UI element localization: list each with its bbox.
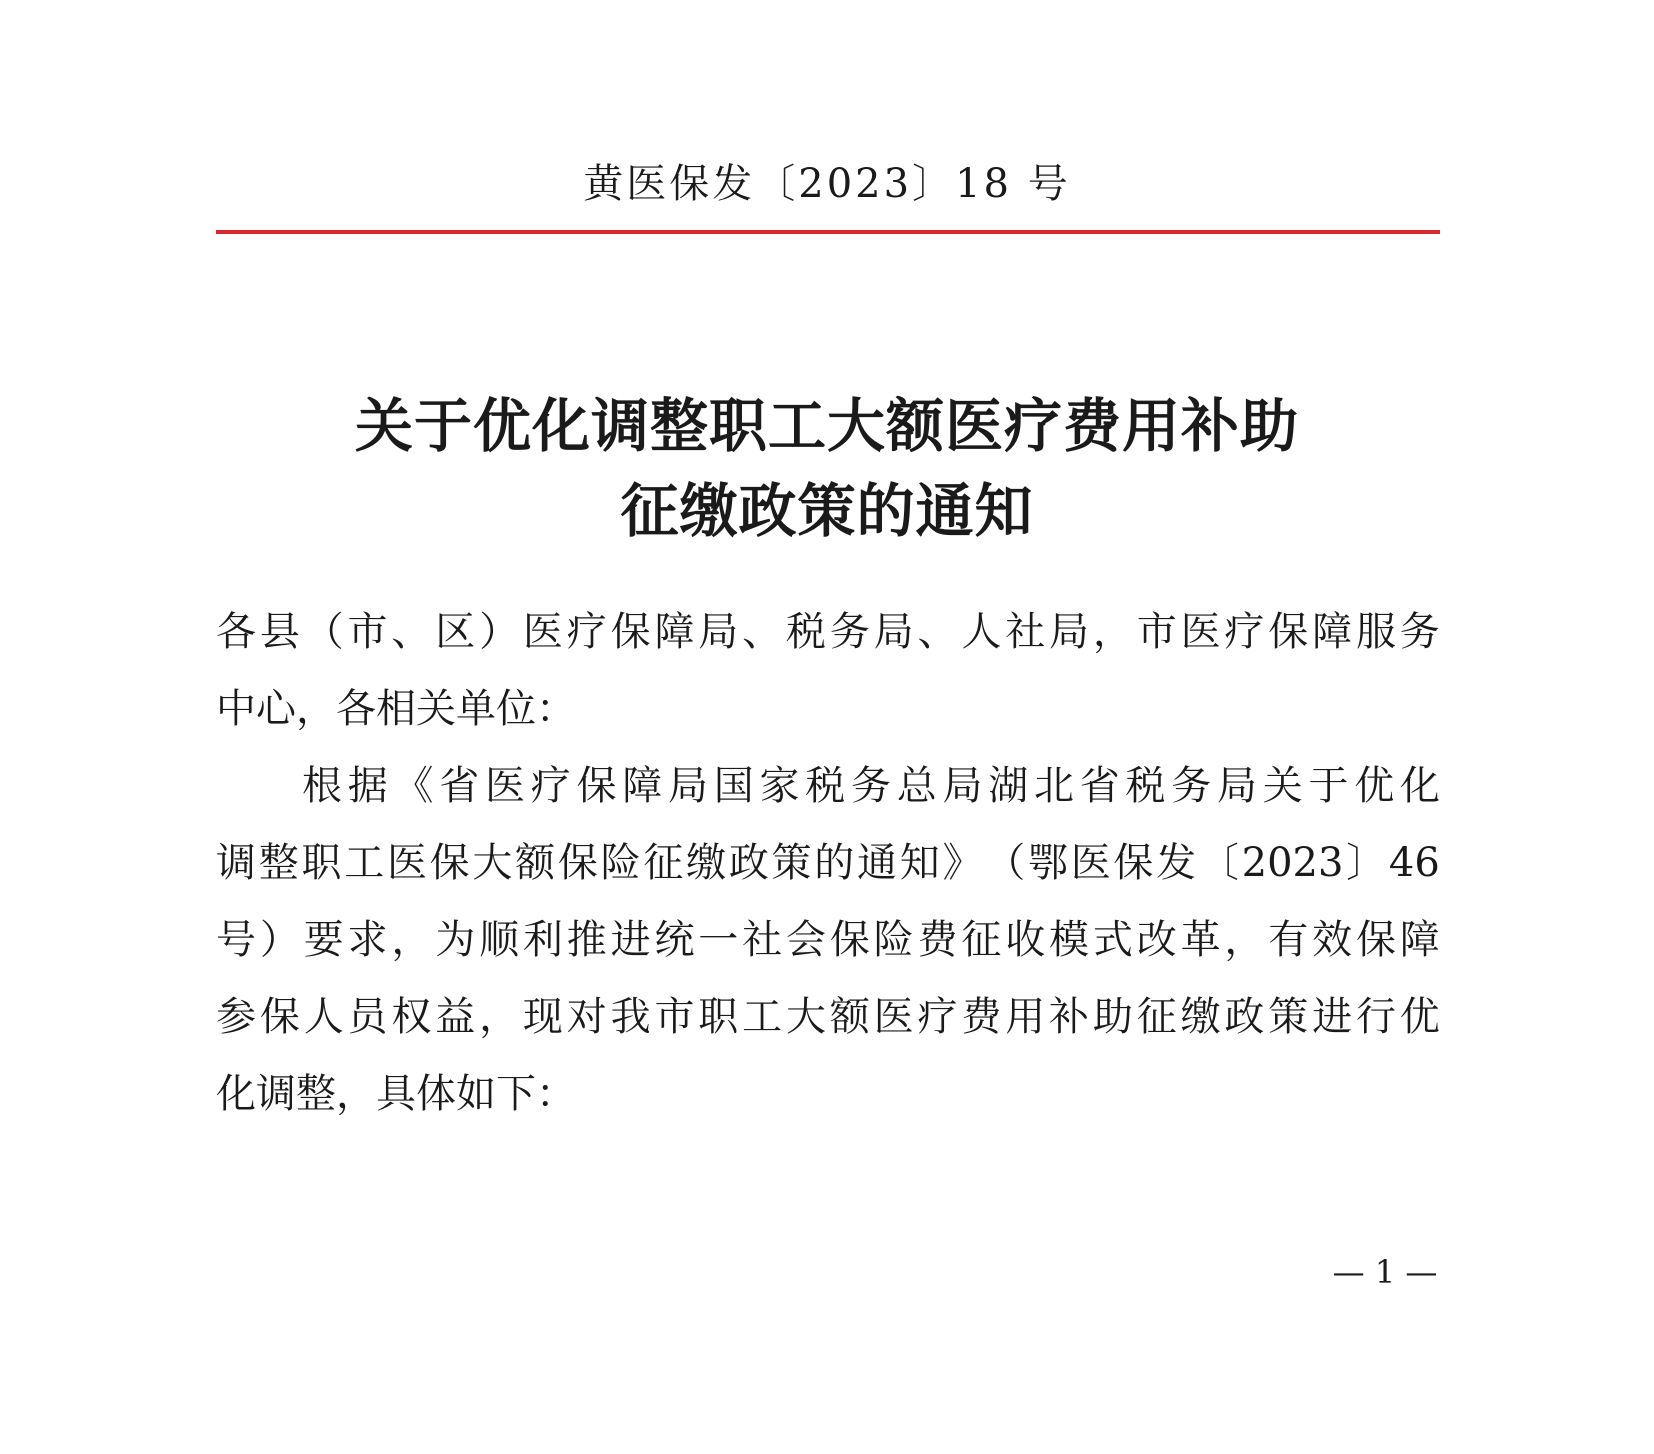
page-number: — 1 — (1332, 1253, 1438, 1291)
body-line-1: 各 县 （ 市 、 区 ） 医 疗 保 障 局 、 税 务 局 、 人 社 局 ， 市 医 疗 保 障 服 务 (216, 609, 1440, 655)
body-line-6: 参 保 人 员 权 益 ， 现 对 我 市 职 工 大 额 医 疗 费 用 补 助 征 缴 政 策 进 行 优 (216, 994, 1440, 1040)
body-line-4: 调 整 职 工 医 保 大 额 保 险 征 缴 政 策 的 通 知 》 （ 鄂 医 保 发 〔 2023 〕 46 (216, 840, 1440, 886)
red-header-rule (216, 230, 1440, 234)
body-line-2: 中心，各相关单位： (216, 686, 576, 732)
document-title-line-2: 征缴政策的通知 (620, 477, 1034, 545)
body-line-3: 根 据 《 省 医 疗 保 障 局 国 家 税 务 总 局 湖 北 省 税 务 局 关 于 优 化 (302, 763, 1440, 809)
document-title-line-1: 关于优化调整职工大额医疗费用补助 (354, 392, 1299, 460)
body-line-7: 化调整，具体如下： (216, 1071, 576, 1117)
body-line-5: 号 ） 要 求 ， 为 顺 利 推 进 统 一 社 会 保 险 费 征 收 模 式 改 革 ， 有 效 保 障 (216, 917, 1440, 963)
document-number: 黄医保发〔2023〕18 号 (583, 161, 1071, 207)
